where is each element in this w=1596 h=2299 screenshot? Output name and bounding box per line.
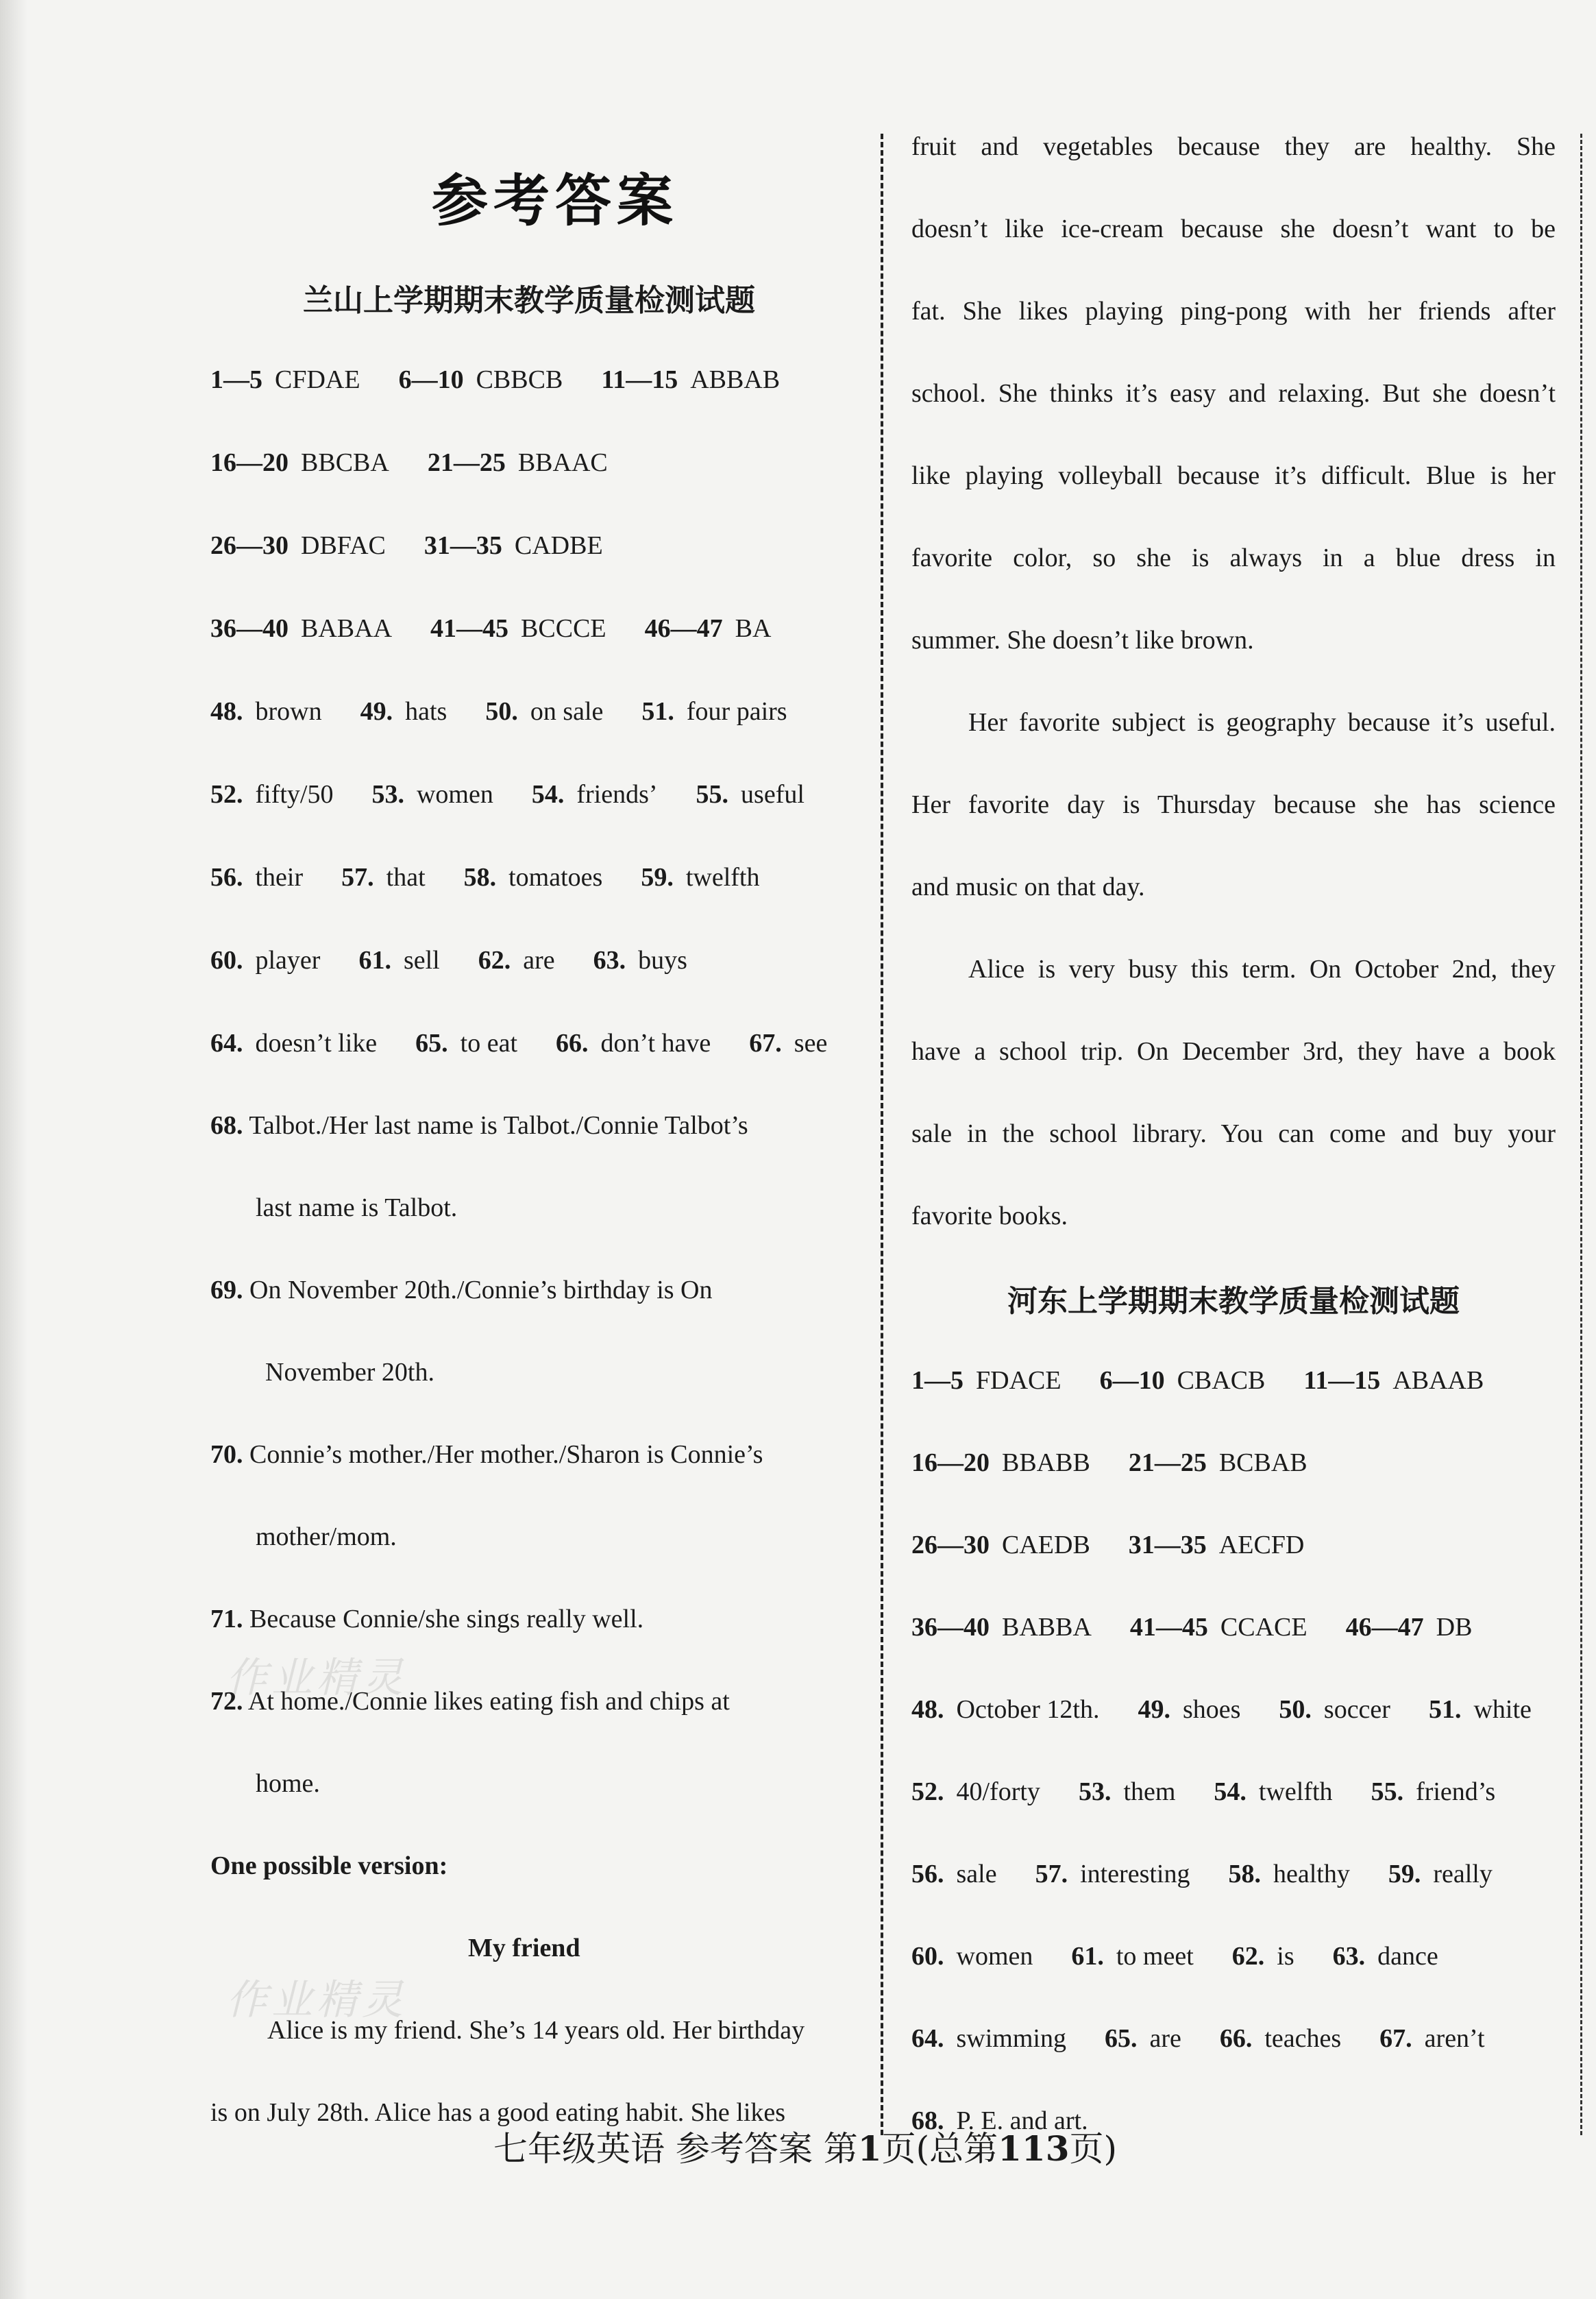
answer-row [210,529,603,562]
q70-cont: mother/mom. [256,1522,397,1551]
question-number: 58. [463,863,497,892]
question-number: 41—45 [1129,1613,1208,1642]
page-title: 参考答案 [431,169,678,234]
footer-prefix: 七年级英语 参考答案 第 [493,2129,858,2169]
question-number: 58. [1228,1860,1261,1888]
question-number: 67. [749,1029,782,1058]
question-number: 56. [911,1860,944,1888]
q71-text: Because Connie/she sings really well. [249,1605,644,1633]
answer-text: AECFD [1218,1531,1305,1559]
watermark: 作业精灵 [226,1976,407,2024]
question-number: 52. [210,780,243,809]
question-number: 53. [1078,1777,1112,1806]
footer-suffix: 页) [1069,2129,1117,2169]
answer-row [911,1611,1472,1644]
answer-text: BBABB [1002,1448,1090,1477]
q68-number: 68. [210,1111,243,1140]
question-number: 48. [210,697,243,726]
question-number: 54. [1214,1777,1247,1806]
footer-mid: 页(总第 [881,2129,998,2169]
q72-text: At home./Connie likes eating fish and chips at [247,1687,730,1716]
answer-text: twelfth [1258,1777,1333,1806]
answer-text: CADBE [514,531,603,560]
right-section-title: 河东上学期期末教学质量检测试题 [1007,1284,1460,1319]
question-number: 52. [911,1777,944,1806]
q69-text: On November 20th./Connie’s birthday is On [249,1276,713,1304]
answer-row [210,612,771,645]
answer-text: soccer [1323,1695,1390,1724]
essay-line: favorite books. [911,1202,1068,1230]
question-number: 16—20 [911,1448,990,1477]
question-number: 53. [371,780,404,809]
answer-text: useful [741,780,805,809]
question-number: 65. [1104,2024,1138,2053]
answer-row [911,1446,1308,1479]
answer-text: women [416,780,493,809]
question-number: 51. [1428,1695,1462,1724]
answer-text: them [1123,1777,1176,1806]
page-footer [493,2121,1117,2171]
answer-text: aren’t [1424,2024,1485,2053]
essay-line: fruit and vegetables because they are healthy. She [911,132,1556,161]
question-number: 50. [485,697,518,726]
essay-line: have a school trip. On December 3rd, they have a book [911,1037,1556,1066]
question-number: 11—15 [601,365,678,394]
q70 [210,1438,763,1471]
answer-text: P. E. and art. [956,2106,1088,2135]
answer-text: BBCBA [301,448,389,477]
answer-row [911,1364,1484,1397]
answer-text: their [255,863,304,892]
answer-text: CBBCB [476,365,563,394]
essay-line: favorite color, so she is always in a blue dress in [911,544,1556,572]
essay-line: Her favorite day is Thursday because she has science [911,790,1556,819]
question-number: 59. [641,863,674,892]
footer-page-number: 1 [857,2128,882,2169]
question-number: 64. [911,2024,944,2053]
answer-row [210,1027,827,1060]
answer-text: hats [405,697,447,726]
essay-line: like playing volleyball because it’s difficult. Blue is her [911,461,1556,490]
question-number: 57. [1035,1860,1068,1888]
answer-text: don’t have [600,1029,711,1058]
q69-cont: November 20th. [265,1358,434,1387]
answer-text: ABAAB [1392,1366,1484,1395]
right-edge-divider [1580,134,1582,2135]
q72-cont: home. [256,1769,320,1798]
answer-text: sell [403,946,440,975]
question-number: 1—5 [911,1366,963,1395]
question-number: 63. [593,946,626,975]
answer-text: interesting [1080,1860,1190,1888]
answer-text: CCACE [1220,1613,1308,1642]
answer-row [911,1858,1493,1890]
essay-line: Alice is very busy this term. On October 2nd, they [968,955,1556,984]
question-number: 49. [360,697,393,726]
answer-text: DB [1436,1613,1473,1642]
answer-row [210,861,759,894]
answer-text: see [794,1029,828,1058]
question-number: 59. [1388,1860,1421,1888]
question-number: 6—10 [398,365,464,394]
question-number: 31—35 [1128,1531,1207,1559]
column-divider [881,134,883,2135]
question-number: 55. [696,780,729,809]
answer-text: FDACE [976,1366,1061,1395]
answer-row [210,363,780,396]
version-label: One possible version: [210,1851,448,1880]
answer-text: that [386,863,426,892]
q71-number: 71. [210,1605,243,1633]
answer-text: buys [638,946,687,975]
essay-line: sale in the school library. You can come and buy your [911,1119,1556,1148]
q68-cont: last name is Talbot. [256,1193,458,1222]
answer-text: BABAA [301,614,393,643]
answer-text: 40/forty [956,1777,1040,1806]
question-number: 68. [911,2106,944,2135]
essay-line: doesn’t like ice-cream because she doesn’t want to be [911,215,1556,243]
question-number: 36—40 [911,1613,990,1642]
answer-text: white [1473,1695,1532,1724]
q69 [210,1274,712,1306]
answer-row [911,1693,1532,1726]
question-number: 26—30 [911,1531,990,1559]
answer-row [210,695,787,728]
question-number: 63. [1332,1942,1366,1971]
answer-text: ABBAB [690,365,781,394]
left-section-title: 兰山上学期期末教学质量检测试题 [303,283,755,318]
essay-line: school. She thinks it’s easy and relaxing. But she doesn’t [911,379,1556,408]
essay-line-2: is on July 28th. Alice has a good eating habit. She likes [210,2098,786,2127]
question-number: 60. [210,946,243,975]
answer-text: four pairs [686,697,787,726]
question-number: 51. [641,697,674,726]
answer-text: tomatoes [508,863,603,892]
question-number: 61. [358,946,391,975]
question-number: 65. [415,1029,448,1058]
answer-row [911,1940,1438,1973]
question-number: 26—30 [210,531,288,560]
question-number: 67. [1379,2024,1412,2053]
question-number: 49. [1138,1695,1170,1724]
answer-text: healthy [1273,1860,1350,1888]
essay-line: Her favorite subject is geography because it’s useful. [968,708,1556,737]
answer-text: women [956,1942,1033,1971]
question-number: 1—5 [210,365,262,394]
answer-text: sale [956,1860,997,1888]
watermark: 作业精灵 [226,1654,407,1702]
essay-line-1: Alice is my friend. She’s 14 years old. Her birthday [267,2016,805,2045]
question-number: 36—40 [210,614,288,643]
answer-text: October 12th. [956,1695,1100,1724]
question-number: 62. [1231,1942,1265,1971]
answer-row [210,778,805,811]
footer-total-pages: 113 [998,2128,1070,2169]
scan-edge [0,0,27,2299]
question-number: 46—47 [1345,1613,1424,1642]
question-number: 54. [531,780,565,809]
question-number: 64. [210,1029,243,1058]
answer-text: fifty/50 [255,780,334,809]
answer-text: on sale [530,697,604,726]
essay-line: summer. She doesn’t like brown. [911,626,1254,655]
essay-line: and music on that day. [911,873,1145,901]
answer-text: teaches [1264,2024,1342,2053]
answer-text: shoes [1182,1695,1241,1724]
answer-text: to meet [1116,1942,1194,1971]
question-number: 66. [1219,2024,1253,2053]
q68 [210,1109,748,1142]
question-number: 48. [911,1695,944,1724]
answer-text: dance [1377,1942,1438,1971]
answer-text: CFDAE [275,365,360,394]
q70-text: Connie’s mother./Her mother./Sharon is Connie’s [249,1440,763,1469]
answer-text: BCCCE [521,614,606,643]
answer-text: BA [735,614,772,643]
question-number: 21—25 [427,448,506,477]
answer-text: BBAAC [517,448,608,477]
question-number: 31—35 [423,531,502,560]
question-number: 61. [1071,1942,1104,1971]
answer-text: friend’s [1416,1777,1496,1806]
answer-row [911,2022,1485,2055]
question-number: 60. [911,1942,944,1971]
answer-text: DBFAC [301,531,386,560]
answer-text: doesn’t like [255,1029,378,1058]
answer-text: CBACB [1177,1366,1266,1395]
answer-text: BABBA [1002,1613,1092,1642]
answer-row [210,944,687,977]
answer-text: swimming [956,2024,1066,2053]
question-number: 66. [556,1029,589,1058]
answer-text: is [1277,1942,1294,1971]
question-number: 21—25 [1128,1448,1207,1477]
answer-text: twelfth [685,863,760,892]
q70-number: 70. [210,1440,243,1469]
question-number: 11—15 [1303,1366,1381,1395]
answer-text: BCBAB [1218,1448,1308,1477]
essay-line: fat. She likes playing ping-pong with her friends after [911,297,1556,326]
q68-text: Talbot./Her last name is Talbot./Connie Talbot’s [249,1111,748,1140]
answer-row [911,1775,1495,1808]
answer-text: friends’ [576,780,658,809]
question-number: 62. [478,946,511,975]
question-number: 57. [341,863,374,892]
q72-number: 72. [210,1687,243,1716]
question-number: 46—47 [644,614,723,643]
essay-title: My friend [468,1934,580,1962]
answer-row [210,446,608,479]
answer-text: really [1433,1860,1493,1888]
answer-text: are [523,946,555,975]
answer-row [911,1529,1304,1561]
q69-number: 69. [210,1276,243,1304]
answer-text: brown [255,697,322,726]
question-number: 16—20 [210,448,288,477]
question-number: 55. [1371,1777,1404,1806]
answer-text: CAEDB [1002,1531,1090,1559]
answer-text: player [255,946,321,975]
q71 [210,1603,643,1635]
question-number: 41—45 [430,614,509,643]
question-number: 6—10 [1099,1366,1165,1395]
answer-text: to eat [460,1029,518,1058]
question-number: 56. [210,863,243,892]
answer-text: are [1149,2024,1181,2053]
question-number: 50. [1279,1695,1312,1724]
